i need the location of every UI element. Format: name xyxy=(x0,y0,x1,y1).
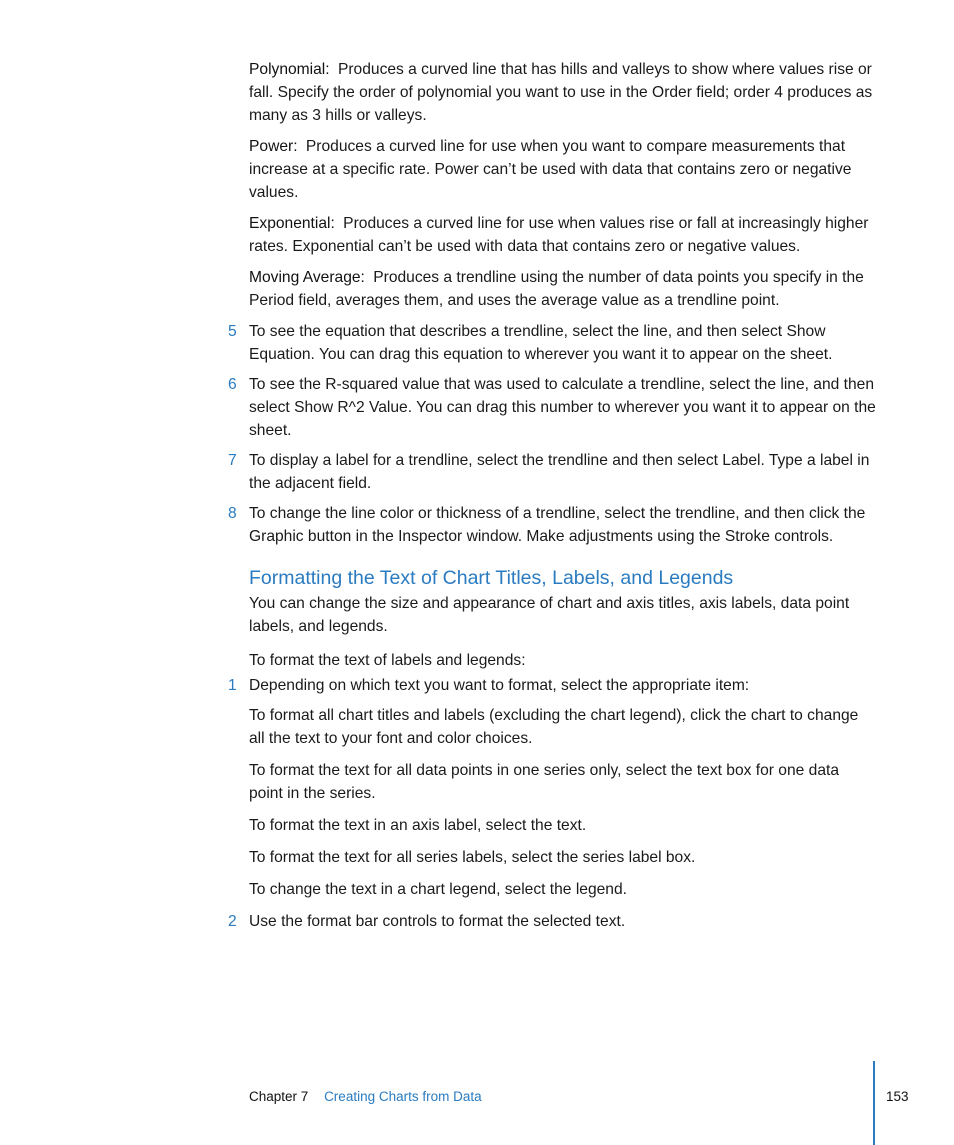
definition-polynomial xyxy=(249,58,877,127)
step-2 xyxy=(228,910,877,933)
footer-divider xyxy=(873,1061,875,1145)
definition-power xyxy=(249,135,877,204)
sub-item: To change the text in a chart legend, select the legend. xyxy=(249,881,627,898)
step-5 xyxy=(228,320,877,366)
definition-exponential xyxy=(249,212,877,258)
step-1 xyxy=(228,674,877,697)
footer-chapter: Chapter 7 xyxy=(249,1089,309,1104)
page-number: 153 xyxy=(886,1089,909,1104)
section-heading: Formatting the Text of Chart Titles, Labels, and Legends xyxy=(249,567,734,589)
sub-item: To format the text for all series labels, select the series label box. xyxy=(249,849,696,866)
page-content xyxy=(228,58,877,940)
step-number: 8 xyxy=(228,505,237,522)
step-number: 1 xyxy=(228,677,237,694)
definition-term: Power: xyxy=(249,138,298,155)
step-7 xyxy=(228,449,877,495)
step-text: To see the R-squared value that was used to calculate a trendline, select the line, and then select Show R^2 Value. You can drag this number to wherever you want it to appear on the sheet. xyxy=(249,376,876,439)
definition-term: Exponential: xyxy=(249,215,335,232)
step-number: 5 xyxy=(228,323,237,340)
definition-text: Produces a curved line for use when values rise or fall at increasingly higher rates. Exponential can’t be used with data that contains zero or negative values. xyxy=(249,215,869,255)
definition-term: Moving Average: xyxy=(249,269,365,286)
step-8 xyxy=(228,502,877,548)
section-intro: You can change the size and appearance of chart and axis titles, axis labels, data point labels, and legends. xyxy=(249,595,850,635)
step-text: Use the format bar controls to format the selected text. xyxy=(249,913,626,930)
sub-item: To format all chart titles and labels (excluding the chart legend), click the chart to change all the text to your font and color choices. xyxy=(249,707,859,747)
task-title: To format the text of labels and legends: xyxy=(249,652,526,669)
page-footer xyxy=(249,1087,482,1107)
definition-term: Polynomial: xyxy=(249,61,330,78)
step-number: 6 xyxy=(228,376,237,393)
step-number: 2 xyxy=(228,913,237,930)
definition-text: Produces a trendline using the number of data points you specify in the Period field, averages them, and uses the average value as a trendline point. xyxy=(249,269,864,309)
step-text: To change the line color or thickness of a trendline, select the trendline, and then click the Graphic button in the Inspector window. Make adjustments using the Stroke controls. xyxy=(249,505,866,545)
footer-chapter-title[interactable]: Creating Charts from Data xyxy=(324,1089,482,1104)
step-text: To see the equation that describes a trendline, select the line, and then select Show Equation. You can drag this equation to wherever you want it to appear on the sheet. xyxy=(249,323,833,363)
definition-text: Produces a curved line for use when you want to compare measurements that increase at a specific rate. Power can’t be used with data that contains zero or negative values. xyxy=(249,138,852,201)
step-number: 7 xyxy=(228,452,237,469)
step-6 xyxy=(228,373,877,442)
sub-item: To format the text for all data points in one series only, select the text box for one data point in the series. xyxy=(249,762,840,802)
definition-text: Produces a curved line that has hills and valleys to show where values rise or fall. Specify the order of polynomial you want to use in the Order field; order 4 produces as many as 3 hills or valleys. xyxy=(249,61,873,124)
step-text: To display a label for a trendline, select the trendline and then select Label. Type a label in the adjacent field. xyxy=(249,452,870,492)
step-text: Depending on which text you want to format, select the appropriate item: xyxy=(249,677,750,694)
definition-moving-average xyxy=(249,266,877,312)
sub-item: To format the text in an axis label, select the text. xyxy=(249,817,587,834)
